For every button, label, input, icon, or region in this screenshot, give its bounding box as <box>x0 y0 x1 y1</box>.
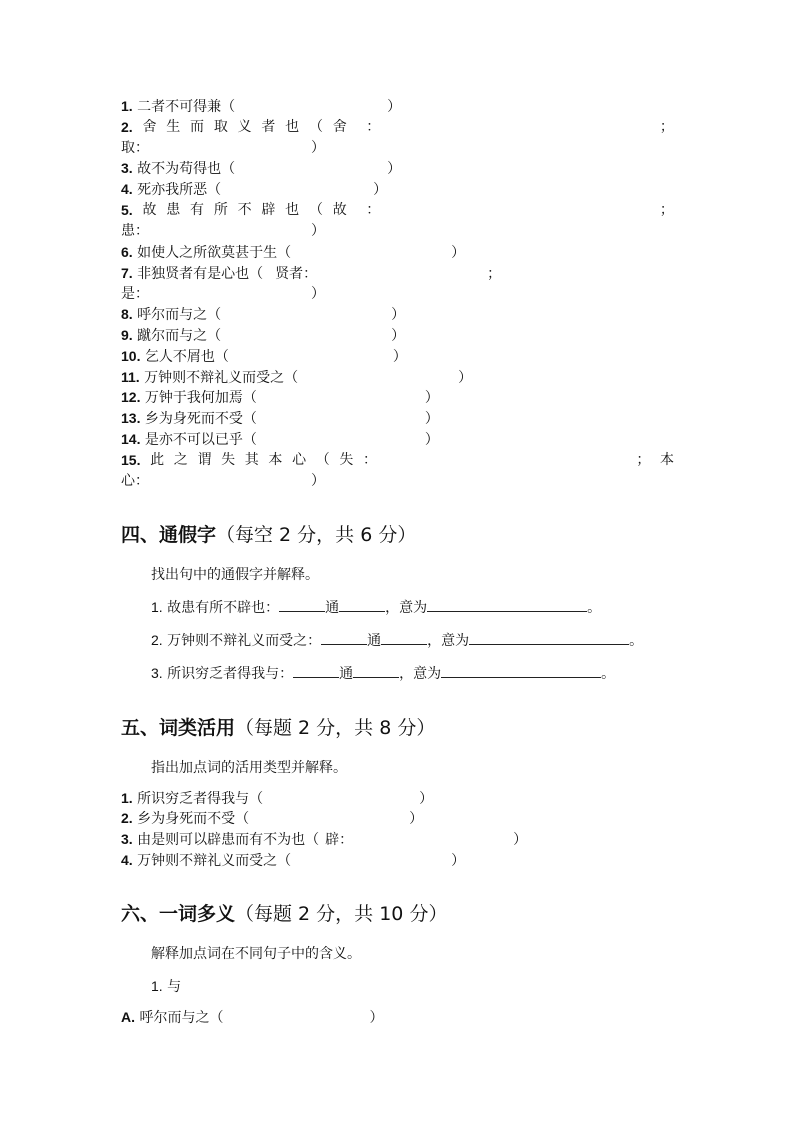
s3-item-12: 12. 万钟于我何加焉（ ） <box>121 389 439 406</box>
s4-item-2: 2. 万钟则不辩礼义而受之： 通 ，意为 。 <box>151 632 644 649</box>
s4-item-3: 3. 所识穷乏者得我与： 通 ，意为 。 <box>151 665 616 682</box>
answer-blank[interactable] <box>441 663 601 678</box>
answer-blank[interactable] <box>427 597 587 612</box>
s3-item-7: 7. 非独贤者有是心也（ 贤者： ； <box>121 265 502 282</box>
s3-item-4: 4. 死亦我所恶（ ） <box>121 181 388 198</box>
answer-blank[interactable] <box>339 597 385 612</box>
answer-blank[interactable] <box>469 630 629 645</box>
s3-item-5: 5. 故 患 有 所 不 辟 也 （ 故 ： ； <box>121 202 674 218</box>
s6-option-a: A. 呼尔而与之（ ） <box>121 1009 384 1026</box>
s3-item-6: 6. 如使人之所欲莫甚于生（ ） <box>121 244 466 261</box>
s4-item-1: 1. 故患有所不辟也： 通 ，意为 。 <box>151 599 602 616</box>
answer-blank[interactable] <box>293 663 339 678</box>
answer-blank[interactable] <box>279 597 325 612</box>
s3-item-11: 11. 万钟则不辩礼义而受之（ ） <box>121 369 473 386</box>
section6-heading: 六、一词多义（每题 2 分，共 10 分） <box>121 903 448 925</box>
s3-item-10: 10. 乞人不屑也（ ） <box>121 348 407 365</box>
s3-item-7-cont: 是： ） <box>121 286 325 302</box>
answer-blank[interactable] <box>353 663 399 678</box>
s6-question-1: 1. 与 <box>151 978 182 995</box>
s3-item-15: 15. 此 之 谓 失 其 本 心 （ 失 ： ； 本 <box>121 452 674 468</box>
s5-item-3: 3. 由是则可以辟患而有不为也（ 辟： ） <box>121 831 528 848</box>
section4-heading: 四、通假字（每空 2 分，共 6 分） <box>121 524 417 546</box>
s3-item-8: 8. 呼尔而与之（ ） <box>121 306 406 323</box>
s3-item-15-cont: 心： ） <box>121 473 325 489</box>
s3-item-5-cont: 患： ） <box>121 223 325 239</box>
s3-item-13: 13. 乡为身死而不受（ ） <box>121 410 439 427</box>
answer-blank[interactable] <box>321 630 367 645</box>
section6-instruction: 解释加点词在不同句子中的含义。 <box>151 946 361 962</box>
section4-instruction: 找出句中的通假字并解释。 <box>151 567 319 583</box>
s5-item-4: 4. 万钟则不辩礼义而受之（ ） <box>121 852 466 869</box>
s5-item-2: 2. 乡为身死而不受（ ） <box>121 810 424 827</box>
s3-item-2-cont: 取： ） <box>121 140 325 156</box>
s3-item-9: 9. 蹴尔而与之（ ） <box>121 327 406 344</box>
s3-item-1: 1. 二者不可得兼（ ） <box>121 98 402 115</box>
s3-item-3: 3. 故不为苟得也（ ） <box>121 160 402 177</box>
answer-blank[interactable] <box>381 630 427 645</box>
s3-item-2: 2. 舍 生 而 取 义 者 也 （ 舍 ： ； <box>121 119 674 135</box>
section5-instruction: 指出加点词的活用类型并解释。 <box>151 760 347 776</box>
s5-item-1: 1. 所识穷乏者得我与（ ） <box>121 790 434 807</box>
section5-heading: 五、词类活用（每题 2 分，共 8 分） <box>121 717 436 739</box>
s3-item-14: 14. 是亦不可以已乎（ ） <box>121 431 439 448</box>
